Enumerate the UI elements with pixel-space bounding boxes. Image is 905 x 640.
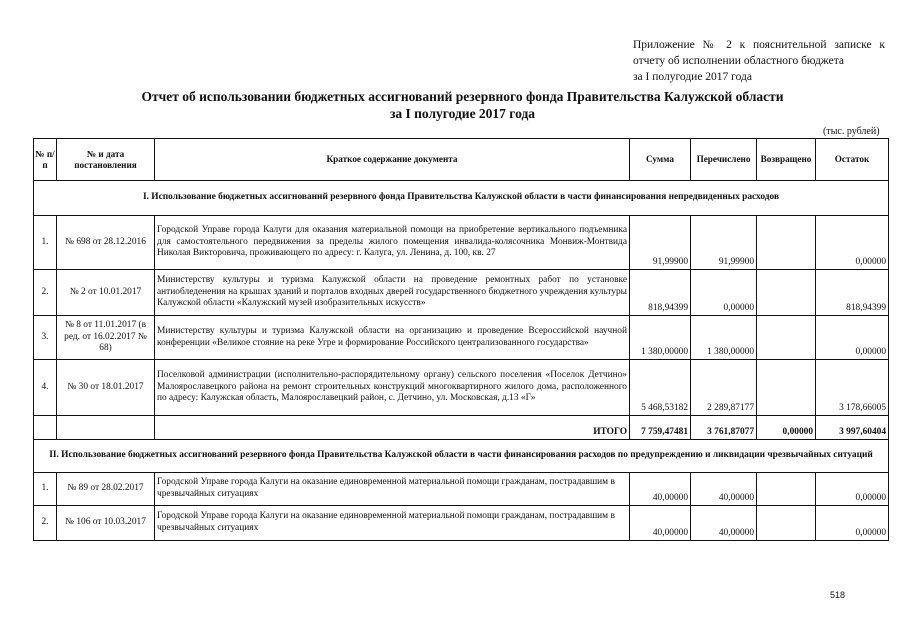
total-blank-1 xyxy=(34,416,57,440)
section-1-title: I. Использование бюджетных ассигнований резервного фонда Правительства Калужской области в части финансирования непредвиденных расходов xyxy=(34,181,889,216)
row-number: 1. xyxy=(34,473,57,506)
report-title-line-1: Отчет об использовании бюджетных ассигнований резервного фонда Правительства Калужской области xyxy=(141,89,784,104)
row-number: 3. xyxy=(34,316,57,360)
report-table xyxy=(33,138,889,541)
balance-cell: 0,00000 xyxy=(816,216,889,270)
document-summary: Городской Управе города Калуги на оказание единовременной материальной помощи гражданам, пострадавшим в чрезвычайных ситуациях xyxy=(155,473,630,506)
returned-cell xyxy=(757,270,816,316)
balance-cell: 0,00000 xyxy=(816,506,889,541)
document-summary: Министерству культуры и туризма Калужской области на проведение ремонтных работ по установке антиобледенения на крышах зданий и порталов входных дверей государственного бюджетного учреждения культуры Калужской области «Калужский музей изобразительных искусств» xyxy=(155,270,630,316)
returned-cell xyxy=(757,506,816,541)
transferred-cell: 40,00000 xyxy=(691,473,757,506)
document-summary: Городской Управе города Калуги для оказания материальной помощи на приобретение вертикального подъемника для самостоятельного передвижения за пределы жилого помещения инвалида-колясочника Монвиж-Монтвида Николая Викторовича, проживающего по адресу: г. Калуга, ул. Ленина, д. 100, кв. 27 xyxy=(155,216,630,270)
report-title xyxy=(40,88,885,122)
row-number: 4. xyxy=(34,360,57,416)
sum-cell: 91,99900 xyxy=(630,216,691,270)
transferred-cell: 2 289,87177 xyxy=(691,360,757,416)
document-summary: Поселковой администрации (исполнительно-распорядительному органу) сельского поселения «Поселок Детчино» Малоярославецкого района на ремонт строительных конструкций многоквартирного жилого дома, расположенного по адресу: Калужская область, Малоярославецкий район, с. Детчино, ул. Московская, д.13 «Г» xyxy=(155,360,630,416)
units-note: (тыс. рублей) xyxy=(823,126,880,137)
total-balance: 3 997,60404 xyxy=(816,416,889,440)
appendix-note xyxy=(633,37,885,85)
document-summary: Городской Управе города Калуги на оказание единовременной материальной помощи гражданам, пострадавшим в чрезвычайных ситуациях xyxy=(155,506,630,541)
row-number: 2. xyxy=(34,270,57,316)
resolution-date: № 698 от 28.12.2016 xyxy=(57,216,155,270)
section-2-row xyxy=(34,440,889,473)
total-returned: 0,00000 xyxy=(757,416,816,440)
header-transferred: Перечислено xyxy=(691,139,757,181)
table-row xyxy=(34,506,889,541)
sum-cell: 40,00000 xyxy=(630,473,691,506)
row-number: 2. xyxy=(34,506,57,541)
appendix-line-3: за I полугодие 2017 года xyxy=(633,71,752,83)
appendix-line-2: отчету об исполнении областного бюджета xyxy=(633,55,844,67)
total-transferred: 3 761,87077 xyxy=(691,416,757,440)
resolution-date: № 30 от 18.01.2017 xyxy=(57,360,155,416)
table-row xyxy=(34,216,889,270)
table-row xyxy=(34,316,889,360)
header-no: № п/п xyxy=(34,139,57,181)
returned-cell xyxy=(757,216,816,270)
balance-cell: 0,00000 xyxy=(816,473,889,506)
balance-cell: 0,00000 xyxy=(816,316,889,360)
total-blank-2 xyxy=(57,416,155,440)
header-returned: Возвращено xyxy=(757,139,816,181)
returned-cell xyxy=(757,473,816,506)
table-row xyxy=(34,360,889,416)
header-row xyxy=(34,139,889,181)
returned-cell xyxy=(757,316,816,360)
header-sum: Сумма xyxy=(630,139,691,181)
section-1-row xyxy=(34,181,889,216)
total-row xyxy=(34,416,889,440)
sum-cell: 40,00000 xyxy=(630,506,691,541)
total-sum: 7 759,47481 xyxy=(630,416,691,440)
document-summary: Министерству культуры и туризма Калужской области на организацию и проведение Всероссийской научной конференции «Великое стояние на реке Угре и формирование Российского централизованного государства» xyxy=(155,316,630,360)
sum-cell: 5 468,53182 xyxy=(630,360,691,416)
returned-cell xyxy=(757,360,816,416)
header-date: № и дата постановления xyxy=(57,139,155,181)
transferred-cell: 1 380,00000 xyxy=(691,316,757,360)
page-number: 518 xyxy=(830,590,846,600)
resolution-date: № 8 от 11.01.2017 (в ред. от 16.02.2017 № 68) xyxy=(57,316,155,360)
balance-cell: 818,94399 xyxy=(816,270,889,316)
resolution-date: № 2 от 10.01.2017 xyxy=(57,270,155,316)
balance-cell: 3 178,66005 xyxy=(816,360,889,416)
table-row xyxy=(34,473,889,506)
transferred-cell: 40,00000 xyxy=(691,506,757,541)
resolution-date: № 89 от 28.02.2017 xyxy=(57,473,155,506)
total-label: ИТОГО xyxy=(155,416,630,440)
transferred-cell: 91,99900 xyxy=(691,216,757,270)
transferred-cell: 0,00000 xyxy=(691,270,757,316)
table-row xyxy=(34,270,889,316)
row-number: 1. xyxy=(34,216,57,270)
header-balance: Остаток xyxy=(816,139,889,181)
section-2-title: II. Использование бюджетных ассигнований резервного фонда Правительства Калужской области в части финансирования расходов по предупреждению и ликвидации чрезвычайных ситуаций xyxy=(34,440,889,473)
sum-cell: 1 380,00000 xyxy=(630,316,691,360)
appendix-line-1: Приложение № 2 к пояснительной записке к xyxy=(633,39,885,51)
resolution-date: № 106 от 10.03.2017 xyxy=(57,506,155,541)
header-content: Краткое содержание документа xyxy=(155,139,630,181)
sum-cell: 818,94399 xyxy=(630,270,691,316)
report-title-line-2: за I полугодие 2017 года xyxy=(389,106,536,121)
